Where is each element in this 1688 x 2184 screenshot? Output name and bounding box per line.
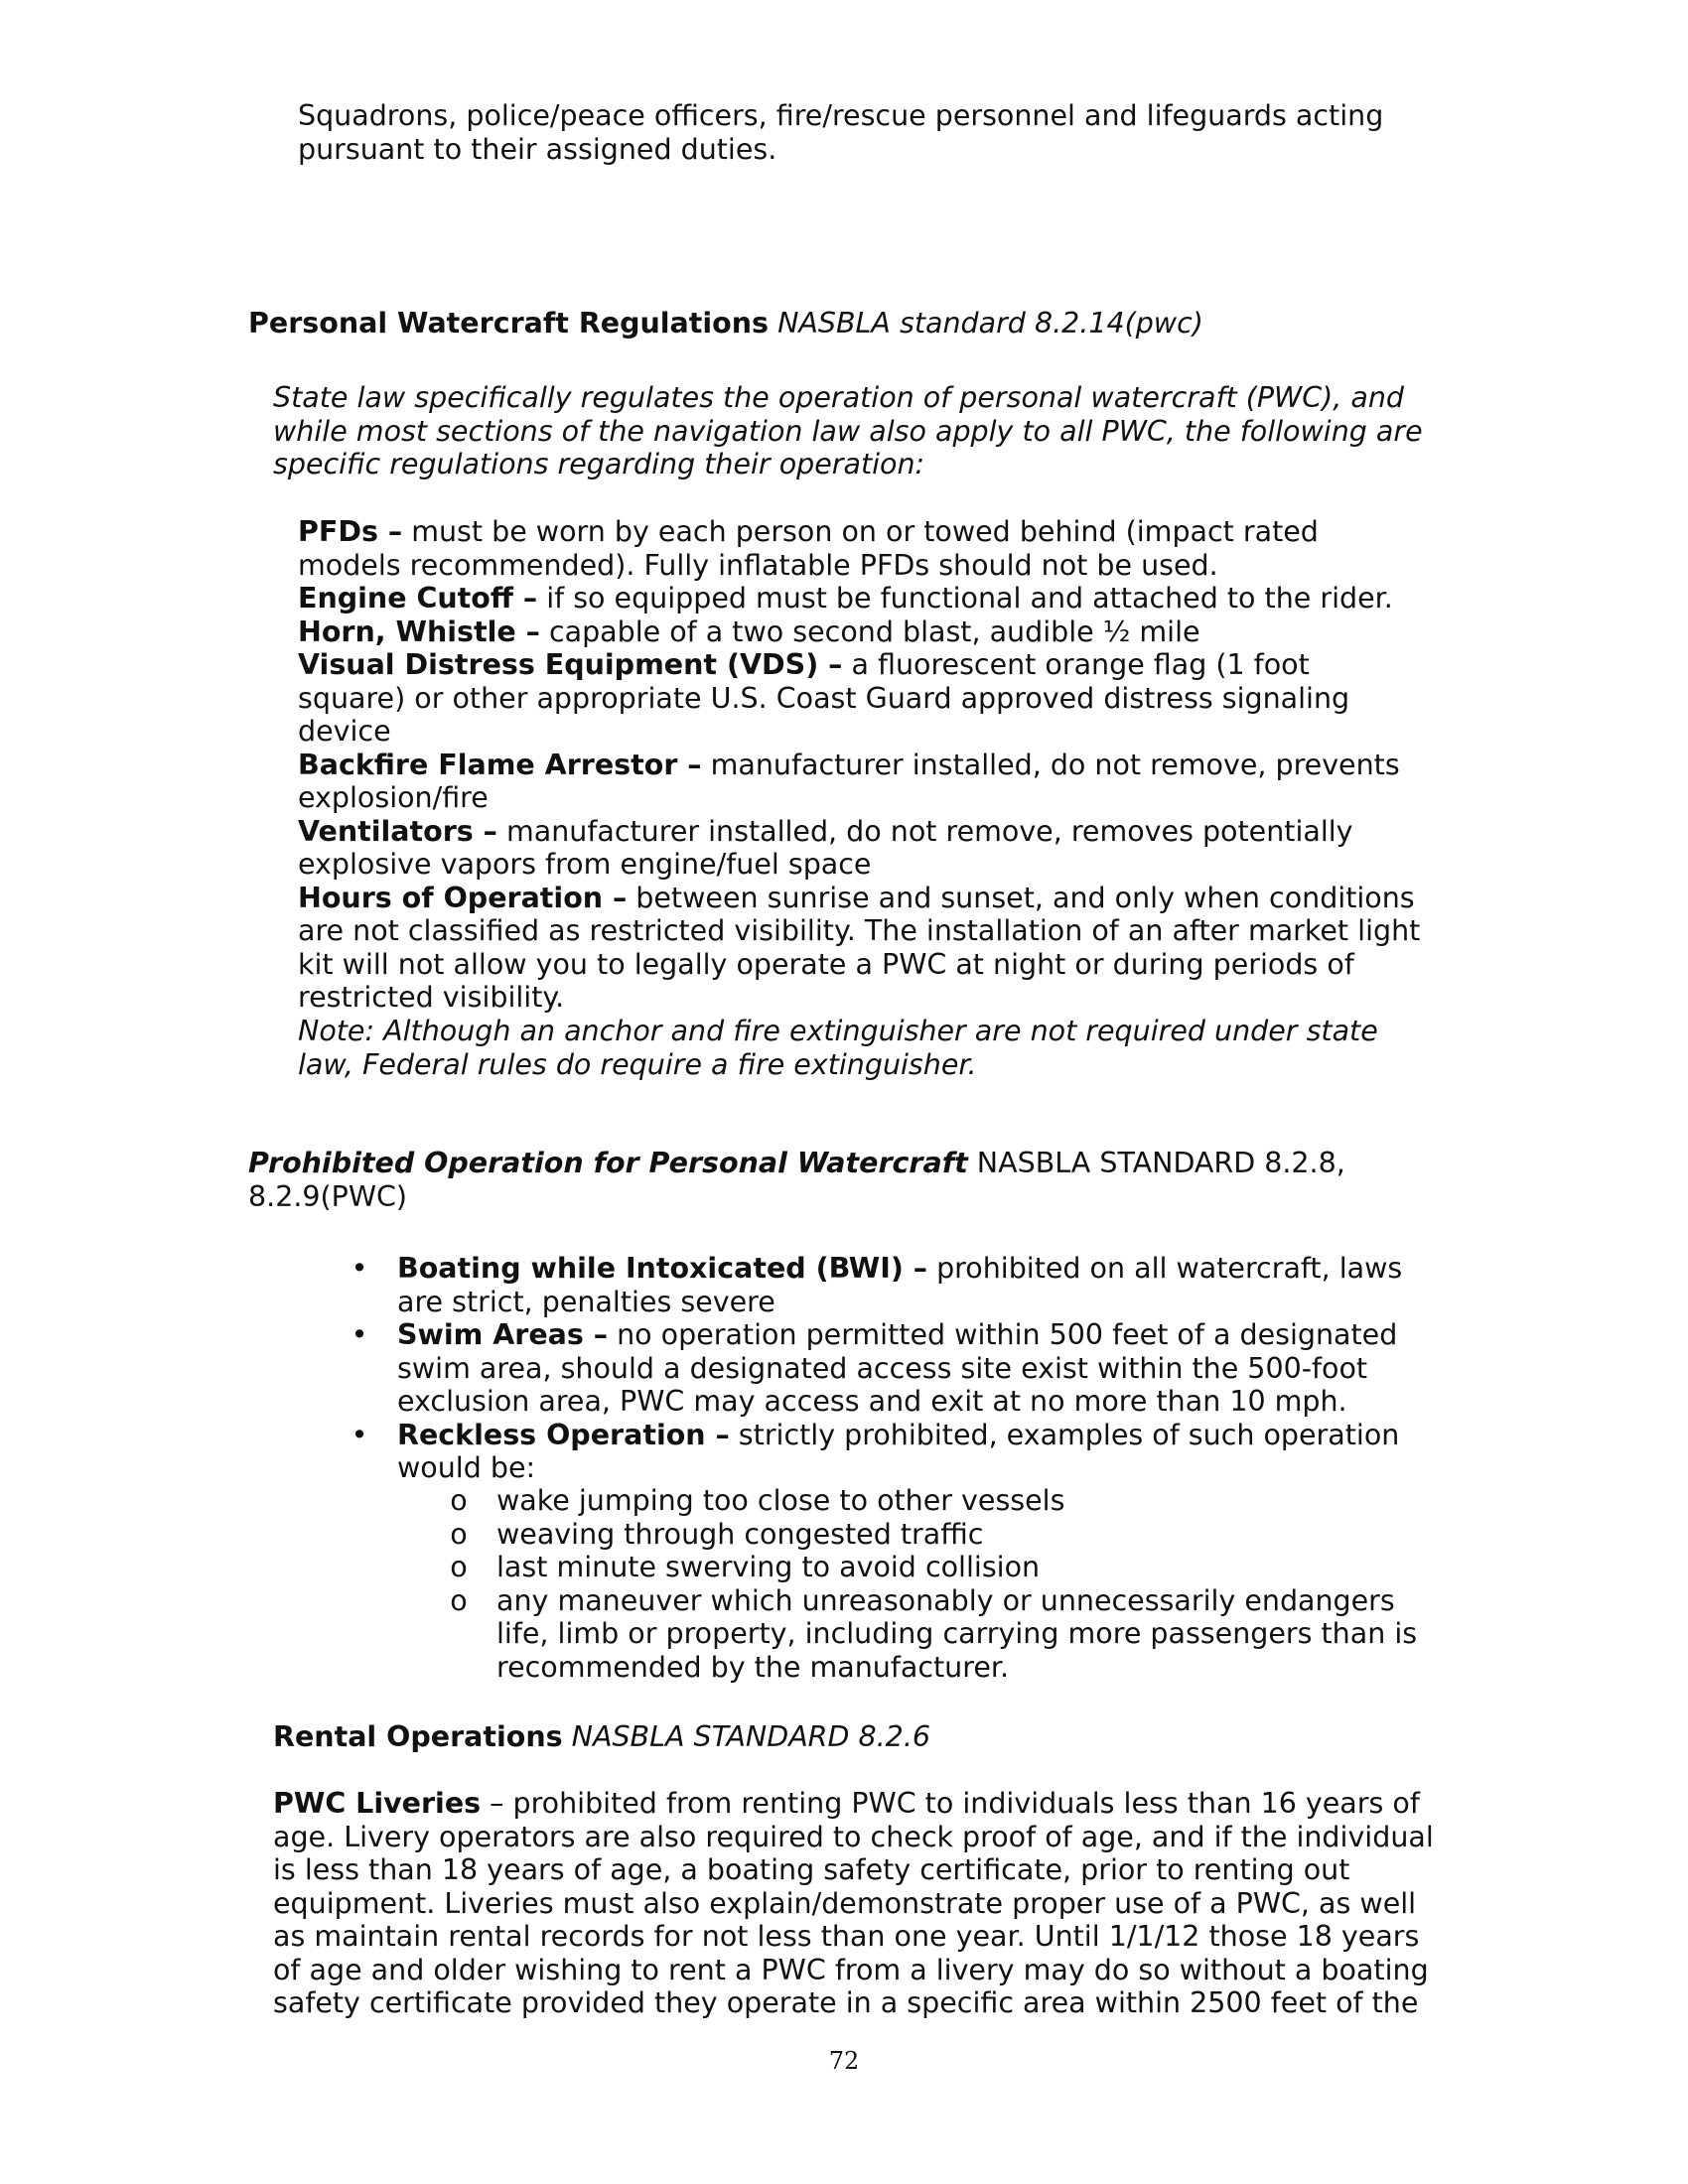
pwc-regulations-intro xyxy=(273,381,1425,481)
note-text: Note: Although an anchor and fire extinguisher are not required under state law, Federal rules do require a fire extinguisher. xyxy=(298,1015,1378,1081)
prohibited-heading xyxy=(248,1147,1390,1213)
list-item: Engine Cutoff – if so equipped must be functional and attached to the rider. xyxy=(298,582,1393,614)
prohibited-list xyxy=(351,1252,1435,1485)
list-item: Hours of Operation – between sunrise and sunset, and only when conditions are not classified as restricted visibility. The installation of an after market light kit will not allow you to legally operate a PWC at night or during periods of restricted visibility. xyxy=(298,881,1421,1014)
bullet-icon: • xyxy=(351,1318,368,1351)
list-item: Visual Distress Equipment (VDS) – a fluorescent orange flag (1 foot square) or other appropriate U.S. Coast Guard approved distress signaling device xyxy=(298,648,1350,748)
intro-text: Squadrons, police/peace officers, fire/rescue personnel and lifeguards acting pursuant to their assigned duties. xyxy=(298,99,1384,166)
section-title: Personal Watercraft Regulations xyxy=(248,307,770,340)
circle-bullet-icon: o xyxy=(450,1484,468,1517)
sub-list-item: o wake jumping too close to other vessels xyxy=(450,1484,1065,1517)
liveries-text: – prohibited from renting PWC to individuals less than 16 years of age. Livery operators are also required to check proof of age, and if the individual is less than 18 years of age, a boating safety certificate, prior to renting out equipment. Liveries must also explain/demonstrate proper use of a PWC, as well as maintain rental records for not less than one year. Until 1/1/12 those 18 years of age and older wishing to rent a PWC from a livery may do so without a boating safety certificate provided they operate in a specific area within 2500 feet of the xyxy=(273,1787,1434,2019)
circle-bullet-icon: o xyxy=(450,1517,468,1551)
list-item: Backfire Flame Arrestor – manufacturer installed, do not remove, prevents explosion/fire xyxy=(298,748,1400,814)
page-number: 72 xyxy=(828,2047,860,2075)
prohibited-title: Prohibited Operation for Personal Watercraft xyxy=(248,1147,968,1179)
list-item: • Reckless Operation – strictly prohibited, examples of such operation would be: xyxy=(351,1418,1400,1484)
list-item: Horn, Whistle – capable of a two second blast, audible ½ mile xyxy=(298,614,1200,648)
intro-paragraph xyxy=(298,99,1420,166)
pwc-equipment-list xyxy=(298,515,1425,1015)
bullet-icon: • xyxy=(351,1252,368,1285)
pwc-regulations-heading xyxy=(248,307,1440,341)
list-item: PFDs – must be worn by each person on or towed behind (impact rated models recommended). Fully inflatable PFDs should not be used. xyxy=(298,515,1319,582)
sub-list-item: o any maneuver which unreasonably or unnecessarily endangers life, limb or property, including carrying more passengers than is recommended by the manufacturer. xyxy=(450,1583,1418,1684)
pwc-liveries-paragraph xyxy=(273,1787,1440,2020)
sub-list-item: o last minute swerving to avoid collision xyxy=(450,1551,1041,1583)
list-item: • Swim Areas – no operation permitted within 500 feet of a designated swim area, should a designated access site exist within the 500-foot exclusion area, PWC may access and exit at no more than 10 mph. xyxy=(351,1318,1398,1418)
section-standard: NASBLA standard 8.2.14(pwc) xyxy=(777,307,1203,340)
reckless-examples-list xyxy=(450,1484,1435,1684)
list-item: Ventilators – manufacturer installed, do not remove, removes potentially explosive vapors from engine/fuel space xyxy=(298,814,1353,881)
prohibited-standard: NASBLA STANDARD 8.2.8, 8.2.9(PWC) xyxy=(248,1147,1345,1213)
list-item: • Boating while Intoxicated (BWI) – prohibited on all watercraft, laws are strict, penalties severe xyxy=(351,1252,1403,1318)
bullet-icon: • xyxy=(351,1418,368,1451)
circle-bullet-icon: o xyxy=(450,1583,468,1617)
rental-standard: NASBLA STANDARD 8.2.6 xyxy=(562,1720,931,1753)
rental-heading xyxy=(273,1720,1415,1754)
sub-list-item: o weaving through congested traffic xyxy=(450,1517,984,1551)
liveries-term: PWC Liveries xyxy=(273,1787,482,1820)
pwc-intro-text: State law specifically regulates the operation of personal watercraft (PWC), and while most sections of the navigation law also apply to all PWC, the following are specific regulations regarding their operation: xyxy=(273,381,1423,480)
circle-bullet-icon: o xyxy=(450,1551,468,1583)
rental-title: Rental Operations xyxy=(273,1720,563,1753)
pwc-note xyxy=(298,1015,1425,1081)
